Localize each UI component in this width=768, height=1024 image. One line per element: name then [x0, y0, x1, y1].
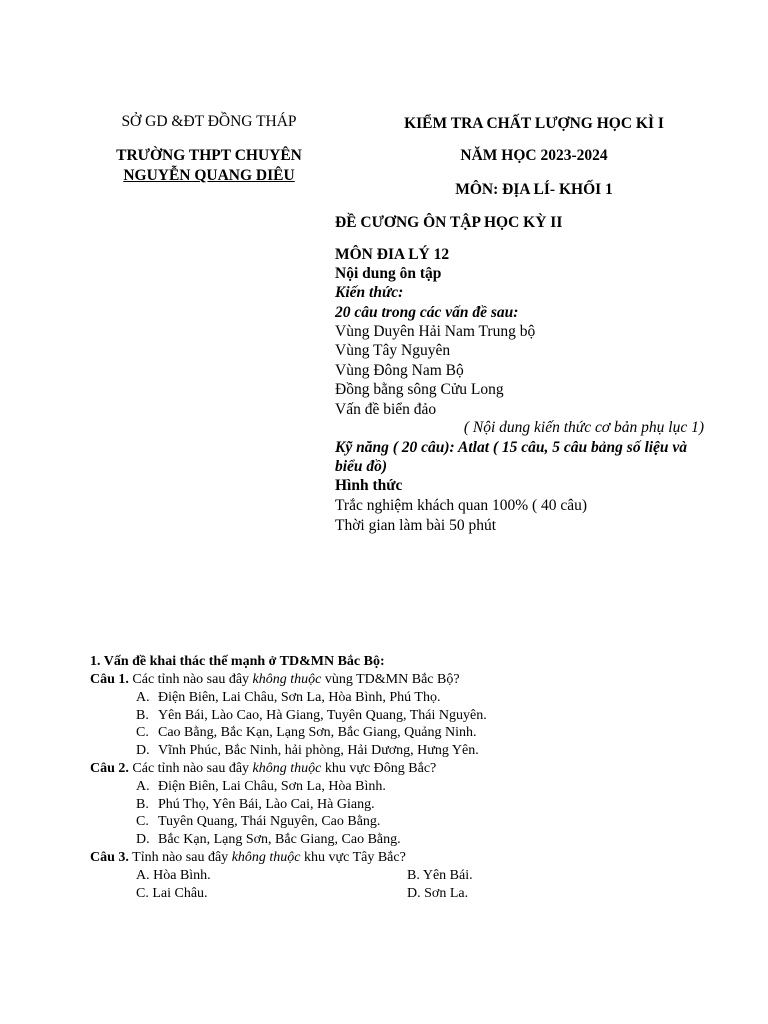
option-letter: B. [407, 868, 420, 883]
option-letter: D. [136, 832, 150, 847]
answer-option [136, 707, 487, 725]
option-text: Phú Thọ, Yên Bái, Lào Cai, Hà Giang. [158, 797, 375, 812]
answer-option [136, 885, 208, 903]
school-name-line2: NGUYỄN QUANG DIÊU [123, 167, 295, 184]
option-letter: B. [136, 797, 149, 812]
option-text: Điện Biên, Lai Châu, Sơn La, Hòa Bình. [158, 779, 386, 794]
option-text: Điện Biên, Lai Châu, Sơn La, Hòa Bình, Phú Thọ. [158, 690, 441, 705]
question-text-start: Các tỉnh nào sau đây [128, 761, 253, 776]
option-letter: C. [136, 814, 149, 829]
content-heading: Nội dung ôn tập [335, 265, 442, 282]
answer-option [136, 742, 479, 760]
answer-option [136, 796, 375, 814]
option-text: Tuyên Quang, Thái Nguyên, Cao Bằng. [158, 814, 381, 829]
question-text-end: vùng TD&MN Bắc Bộ? [321, 672, 460, 687]
question-text-end: khu vực Đông Bắc? [321, 761, 437, 776]
option-letter: D. [136, 743, 150, 758]
option-text: Sơn La. [424, 886, 469, 901]
question-label: Câu 2. [90, 761, 129, 776]
topic-item: Vùng Đông Nam Bộ [335, 362, 464, 379]
option-text: Cao Bằng, Bắc Kạn, Lạng Sơn, Bắc Giang, Quảng Ninh. [158, 725, 477, 740]
question-label: Câu 1. [90, 672, 129, 687]
section-title: 1. Vấn đề khai thác thế mạnh ở TD&MN Bắc Bộ: [90, 654, 385, 669]
option-text: Vĩnh Phúc, Bắc Ninh, hải phòng, Hải Dương, Hưng Yên. [158, 743, 479, 758]
option-letter: A. [136, 868, 150, 883]
appendix-note: ( Nội dung kiến thức cơ bản phụ lục 1) [463, 419, 704, 436]
option-letter: A. [136, 690, 150, 705]
question-2 [90, 760, 436, 778]
question-emphasis: không thuộc [252, 672, 322, 687]
option-text: Yên Bái, Lào Cao, Hà Giang, Tuyên Quang, Thái Nguyên. [158, 708, 487, 723]
answer-option [136, 813, 380, 831]
question-text-end: khu vực Tây Bắc? [300, 850, 406, 865]
answer-option [136, 831, 401, 849]
answer-option [136, 724, 476, 742]
option-text: Yên Bái. [422, 868, 473, 883]
outline-subject: MÔN ĐIA LÝ 12 [335, 246, 450, 263]
question-emphasis: không thuộc [231, 850, 301, 865]
knowledge-label: Kiến thức: [335, 284, 404, 301]
topic-item: Vấn đề biển đảo [335, 401, 437, 418]
exam-title: KIỂM TRA CHẤT LƯỢNG HỌC KÌ I [404, 115, 664, 132]
answer-option [136, 867, 211, 885]
option-text: Bắc Kạn, Lạng Sơn, Bắc Giang, Cao Bằng. [158, 832, 401, 847]
question-text-start: Các tỉnh nào sau đây [128, 672, 253, 687]
option-letter: C. [136, 725, 149, 740]
option-letter: A. [136, 779, 150, 794]
question-3 [90, 849, 406, 867]
option-letter: C. [136, 886, 149, 901]
format-line1: Trắc nghiệm khách quan 100% ( 40 câu) [335, 497, 588, 514]
topic-item: Vùng Duyên Hải Nam Trung bộ [335, 323, 536, 340]
skills-line1: Kỹ năng ( 20 câu): Atlat ( 15 câu, 5 câu bảng số liệu và [335, 439, 688, 456]
option-text: Hòa Bình. [153, 868, 211, 883]
question-label: Câu 3. [90, 850, 129, 865]
school-year: NĂM HỌC 2023-2024 [460, 147, 608, 164]
answer-option [407, 867, 473, 885]
questions-intro: 20 câu trong các vấn đề sau: [335, 304, 519, 321]
option-letter: B. [136, 708, 149, 723]
format-line2: Thời gian làm bài 50 phút [335, 517, 497, 534]
subject-grade: MÔN: ĐỊA LÍ- KHỐI 1 [455, 181, 613, 198]
answer-option [136, 689, 440, 707]
question-text-start: Tỉnh nào sau đây [128, 850, 232, 865]
option-letter: D. [407, 886, 421, 901]
format-heading: Hình thức [335, 477, 403, 494]
topic-item: Vùng Tây Nguyên [335, 342, 451, 359]
skills-line2: biểu đồ) [335, 458, 388, 475]
question-1 [90, 671, 460, 689]
topic-item: Đồng bằng sông Cửu Long [335, 381, 504, 398]
outline-title: ĐỀ CƯƠNG ÔN TẬP HỌC KỲ II [335, 214, 563, 231]
department-name: SỞ GD &ĐT ĐỒNG THÁP [121, 113, 297, 130]
answer-option [136, 778, 386, 796]
answer-option [407, 885, 468, 903]
option-text: Lai Châu. [152, 886, 208, 901]
question-emphasis: không thuộc [252, 761, 322, 776]
school-name-line1: TRƯỜNG THPT CHUYÊN [116, 147, 302, 164]
